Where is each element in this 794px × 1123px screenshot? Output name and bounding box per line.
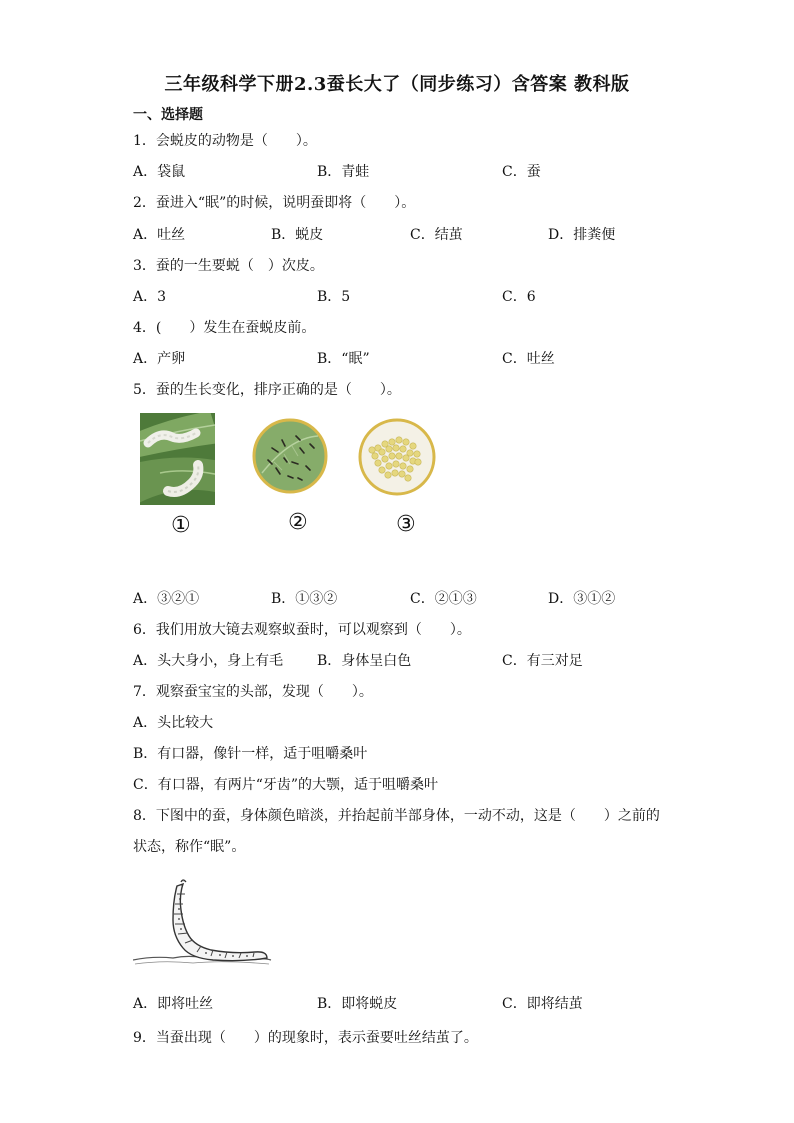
question-3-option-c[interactable]: C．6 [502,289,536,305]
question-5-stem: 5．蚕的生长变化，排序正确的是（ ）。 [133,382,401,398]
question-3-stem: 3．蚕的一生要蜕（ ）次皮。 [133,258,324,274]
silkworm-eggs-circle-image [358,418,436,496]
question-6-option-b[interactable]: B．身体呈白色 [317,653,412,669]
question-1-option-a[interactable]: A．袋鼠 [133,164,186,180]
page-title: 三年级科学下册2.3蚕长大了（同步练习）含答案 教科版 [164,74,630,95]
question-5-option-a[interactable]: A．③②① [133,591,200,607]
question-1-option-b[interactable]: B．青蛙 [317,164,370,180]
question-6-option-a[interactable]: A．头大身小，身上有毛 [133,653,284,669]
sleeping-silkworm-drawing [133,876,273,968]
question-2-option-b[interactable]: B．蜕皮 [271,227,324,243]
question-4-option-a[interactable]: A．产卵 [133,351,186,367]
question-1-stem: 1．会蜕皮的动物是（ ）。 [133,133,317,149]
question-4-stem: 4．( ）发生在蚕蜕皮前。 [133,320,316,336]
question-6-stem: 6．我们用放大镜去观察蚁蚕时，可以观察到（ ）。 [133,622,471,638]
silkworm-on-leaf-image [140,413,215,505]
question-8-option-a[interactable]: A．即将吐丝 [133,996,214,1012]
figure-label-1: ① [171,513,191,538]
question-5-option-c[interactable]: C．②①③ [410,591,477,607]
question-9-stem: 9．当蚕出现（ ）的现象时，表示蚕要吐丝结茧了。 [133,1030,478,1046]
section-heading: 一、选择题 [133,107,203,123]
question-8-option-c[interactable]: C．即将结茧 [502,996,583,1012]
question-2-option-c[interactable]: C．结茧 [410,227,463,243]
question-7-option-a[interactable]: A．头比较大 [133,715,214,731]
question-5-option-b[interactable]: B．①③② [271,591,338,607]
question-8-stem-line-1: 8．下图中的蚕，身体颜色暗淡，并抬起前半部身体，一动不动，这是（ ）之前的 [133,808,660,824]
question-3-option-b[interactable]: B．5 [317,289,351,305]
question-2-stem: 2．蚕进入“眠”的时候，说明蚕即将（ ）。 [133,195,416,211]
question-7-stem: 7．观察蚕宝宝的头部，发现（ ）。 [133,684,373,700]
question-6-option-c[interactable]: C．有三对足 [502,653,583,669]
question-3-option-a[interactable]: A．3 [133,289,167,305]
figure-label-2: ② [288,510,308,535]
question-4-option-b[interactable]: B．“眠” [317,351,370,367]
ant-silkworms-circle-image [252,418,328,494]
figure-label-3: ③ [396,512,416,537]
question-8-stem-line-2: 状态，称作“眠”。 [133,839,246,855]
question-2-option-a[interactable]: A．吐丝 [133,227,186,243]
question-8-option-b[interactable]: B．即将蜕皮 [317,996,398,1012]
question-4-option-c[interactable]: C．吐丝 [502,351,555,367]
question-5-option-d[interactable]: D．③①② [548,591,616,607]
question-7-option-b[interactable]: B．有口器，像针一样，适于咀嚼桑叶 [133,746,368,762]
question-2-option-d[interactable]: D．排粪便 [548,227,616,243]
question-7-option-c[interactable]: C．有口器，有两片“牙齿”的大颚，适于咀嚼桑叶 [133,777,439,793]
question-1-option-c[interactable]: C．蚕 [502,164,541,180]
